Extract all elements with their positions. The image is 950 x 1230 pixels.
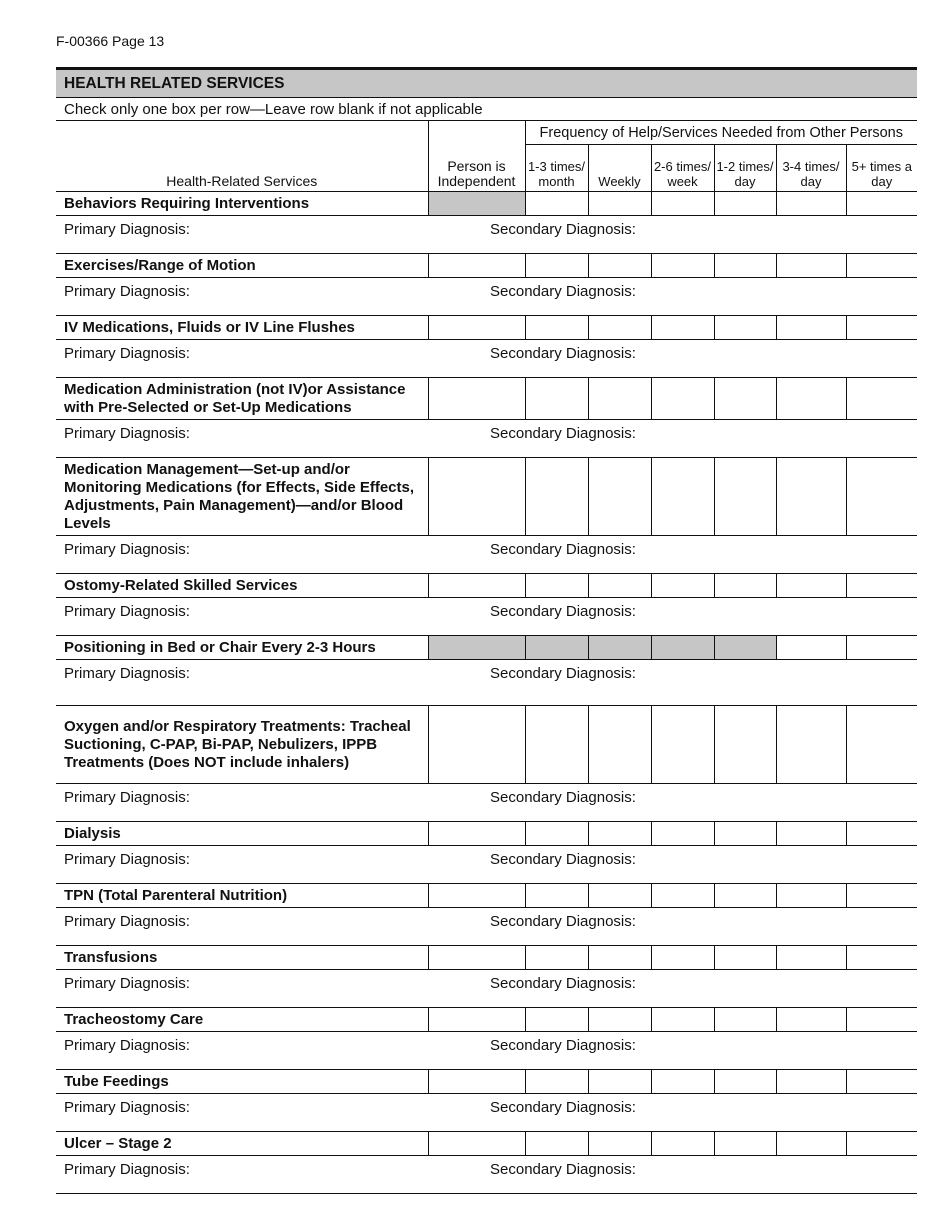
frequency-checkbox[interactable] (651, 574, 714, 598)
section-title: HEALTH RELATED SERVICES (56, 67, 917, 98)
frequency-checkbox[interactable] (588, 822, 651, 846)
frequency-checkbox[interactable] (525, 192, 588, 216)
secondary-diagnosis-field[interactable] (428, 216, 917, 254)
independent-checkbox[interactable] (428, 458, 525, 536)
frequency-checkbox[interactable] (776, 636, 846, 660)
primary-diagnosis-label: Primary Diagnosis: (64, 913, 190, 930)
frequency-checkbox[interactable] (525, 884, 588, 908)
frequency-checkbox[interactable] (588, 706, 651, 784)
frequency-checkbox[interactable] (525, 458, 588, 536)
primary-diagnosis-label: Primary Diagnosis: (64, 221, 190, 238)
primary-diagnosis-label: Primary Diagnosis: (64, 789, 190, 806)
frequency-checkbox[interactable] (714, 1070, 776, 1094)
diagnosis-row (56, 340, 917, 378)
primary-diagnosis-field[interactable] (56, 598, 428, 636)
service-name: Medication Management—Set-up and/or Monitoring Medications (for Effects, Side Effects, Adjustments, Pain Management)—and/or Blood Levels (56, 458, 428, 536)
frequency-checkbox[interactable] (525, 574, 588, 598)
service-row (56, 254, 917, 278)
frequency-checkbox[interactable] (846, 884, 917, 908)
secondary-diagnosis-field[interactable] (428, 908, 917, 946)
diagnosis-row (56, 846, 917, 884)
diagnosis-row (56, 908, 917, 946)
primary-diagnosis-field[interactable] (56, 216, 428, 254)
independent-checkbox[interactable] (428, 822, 525, 846)
service-name: Transfusions (56, 946, 428, 970)
diagnosis-row (56, 420, 917, 458)
diagnosis-row (56, 970, 917, 1008)
frequency-checkbox[interactable] (846, 254, 917, 278)
secondary-diagnosis-field[interactable] (428, 536, 917, 574)
secondary-diagnosis-label: Secondary Diagnosis: (490, 1161, 636, 1178)
diagnosis-row (56, 1156, 917, 1194)
independent-checkbox[interactable] (428, 706, 525, 784)
service-name: Tracheostomy Care (56, 1008, 428, 1032)
frequency-checkbox[interactable] (776, 316, 846, 340)
frequency-checkbox (525, 636, 588, 660)
service-row (56, 946, 917, 970)
primary-diagnosis-label: Primary Diagnosis: (64, 283, 190, 300)
diagnosis-row (56, 598, 917, 636)
freq-column-header: 1-3 times/ month (525, 145, 588, 192)
secondary-diagnosis-label: Secondary Diagnosis: (490, 665, 636, 682)
primary-diagnosis-field[interactable] (56, 660, 428, 706)
frequency-checkbox[interactable] (776, 706, 846, 784)
independent-checkbox[interactable] (428, 884, 525, 908)
primary-diagnosis-label: Primary Diagnosis: (64, 1161, 190, 1178)
frequency-checkbox[interactable] (846, 316, 917, 340)
service-name: IV Medications, Fluids or IV Line Flushes (56, 316, 428, 340)
service-row (56, 316, 917, 340)
frequency-checkbox[interactable] (588, 1132, 651, 1156)
primary-diagnosis-field[interactable] (56, 1156, 428, 1194)
primary-diagnosis-label: Primary Diagnosis: (64, 851, 190, 868)
independent-column-header: Person is Independent (428, 121, 525, 192)
frequency-checkbox[interactable] (714, 822, 776, 846)
service-row (56, 822, 917, 846)
secondary-diagnosis-field[interactable] (428, 278, 917, 316)
primary-diagnosis-field[interactable] (56, 970, 428, 1008)
primary-diagnosis-label: Primary Diagnosis: (64, 345, 190, 362)
frequency-checkbox[interactable] (714, 192, 776, 216)
frequency-checkbox[interactable] (846, 1070, 917, 1094)
frequency-checkbox[interactable] (525, 706, 588, 784)
frequency-checkbox[interactable] (846, 458, 917, 536)
secondary-diagnosis-field[interactable] (428, 784, 917, 822)
secondary-diagnosis-label: Secondary Diagnosis: (490, 221, 636, 238)
service-name: Behaviors Requiring Interventions (56, 192, 428, 216)
frequency-checkbox[interactable] (714, 1132, 776, 1156)
frequency-checkbox[interactable] (651, 458, 714, 536)
frequency-checkbox[interactable] (588, 1008, 651, 1032)
secondary-diagnosis-label: Secondary Diagnosis: (490, 425, 636, 442)
frequency-checkbox[interactable] (776, 1008, 846, 1032)
primary-diagnosis-field[interactable] (56, 784, 428, 822)
frequency-checkbox[interactable] (714, 316, 776, 340)
frequency-checkbox (714, 636, 776, 660)
frequency-checkbox[interactable] (525, 316, 588, 340)
frequency-checkbox[interactable] (588, 378, 651, 420)
diagnosis-row (56, 660, 917, 706)
frequency-checkbox (651, 636, 714, 660)
secondary-diagnosis-field[interactable] (428, 660, 917, 706)
frequency-checkbox[interactable] (714, 1008, 776, 1032)
independent-checkbox[interactable] (428, 946, 525, 970)
frequency-checkbox[interactable] (776, 254, 846, 278)
service-row (56, 1132, 917, 1156)
secondary-diagnosis-label: Secondary Diagnosis: (490, 1037, 636, 1054)
primary-diagnosis-label: Primary Diagnosis: (64, 425, 190, 442)
frequency-checkbox[interactable] (651, 884, 714, 908)
secondary-diagnosis-label: Secondary Diagnosis: (490, 1099, 636, 1116)
frequency-checkbox[interactable] (651, 316, 714, 340)
frequency-checkbox[interactable] (846, 574, 917, 598)
secondary-diagnosis-field[interactable] (428, 598, 917, 636)
primary-diagnosis-field[interactable] (56, 340, 428, 378)
service-column-header: Health-Related Services (56, 121, 428, 192)
service-name: Oxygen and/or Respiratory Treatments: Tracheal Suctioning, C-PAP, Bi-PAP, Nebulizers, IPPB Treatments (Does NOT include inhalers) (56, 706, 428, 784)
frequency-checkbox[interactable] (714, 254, 776, 278)
primary-diagnosis-label: Primary Diagnosis: (64, 665, 190, 682)
frequency-checkbox[interactable] (714, 458, 776, 536)
secondary-diagnosis-label: Secondary Diagnosis: (490, 603, 636, 620)
frequency-checkbox[interactable] (776, 1132, 846, 1156)
diagnosis-row (56, 278, 917, 316)
service-name: Ostomy-Related Skilled Services (56, 574, 428, 598)
service-row (56, 636, 917, 660)
frequency-checkbox[interactable] (525, 1008, 588, 1032)
diagnosis-row (56, 216, 917, 254)
diagnosis-row (56, 536, 917, 574)
frequency-checkbox[interactable] (776, 378, 846, 420)
frequency-checkbox[interactable] (651, 378, 714, 420)
service-row (56, 192, 917, 216)
frequency-checkbox[interactable] (776, 822, 846, 846)
primary-diagnosis-field[interactable] (56, 278, 428, 316)
secondary-diagnosis-field[interactable] (428, 970, 917, 1008)
service-name: Medication Administration (not IV)or Assistance with Pre-Selected or Set-Up Medications (56, 378, 428, 420)
frequency-checkbox[interactable] (588, 884, 651, 908)
service-name: Positioning in Bed or Chair Every 2-3 Hours (56, 636, 428, 660)
service-name: TPN (Total Parenteral Nutrition) (56, 884, 428, 908)
frequency-checkbox[interactable] (651, 192, 714, 216)
diagnosis-row (56, 784, 917, 822)
frequency-checkbox[interactable] (588, 574, 651, 598)
frequency-checkbox[interactable] (776, 192, 846, 216)
secondary-diagnosis-label: Secondary Diagnosis: (490, 345, 636, 362)
frequency-checkbox[interactable] (651, 1070, 714, 1094)
frequency-checkbox[interactable] (714, 378, 776, 420)
service-name: Exercises/Range of Motion (56, 254, 428, 278)
frequency-checkbox[interactable] (525, 378, 588, 420)
independent-checkbox[interactable] (428, 1070, 525, 1094)
frequency-checkbox[interactable] (651, 1132, 714, 1156)
frequency-checkbox[interactable] (776, 884, 846, 908)
primary-diagnosis-field[interactable] (56, 908, 428, 946)
section-instructions: Check only one box per row—Leave row blank if not applicable (64, 101, 483, 118)
secondary-diagnosis-label: Secondary Diagnosis: (490, 975, 636, 992)
frequency-checkbox[interactable] (588, 946, 651, 970)
frequency-checkbox[interactable] (651, 1008, 714, 1032)
frequency-checkbox[interactable] (776, 458, 846, 536)
frequency-checkbox[interactable] (846, 192, 917, 216)
secondary-diagnosis-label: Secondary Diagnosis: (490, 283, 636, 300)
service-row (56, 458, 917, 536)
frequency-checkbox[interactable] (846, 706, 917, 784)
independent-checkbox[interactable] (428, 316, 525, 340)
service-row (56, 1008, 917, 1032)
primary-diagnosis-field[interactable] (56, 846, 428, 884)
primary-diagnosis-label: Primary Diagnosis: (64, 1037, 190, 1054)
secondary-diagnosis-label: Secondary Diagnosis: (490, 789, 636, 806)
independent-checkbox (428, 636, 525, 660)
independent-checkbox[interactable] (428, 378, 525, 420)
freq-column-header: 3-4 times/ day (776, 145, 846, 192)
frequency-checkbox[interactable] (714, 706, 776, 784)
frequency-checkbox[interactable] (651, 706, 714, 784)
diagnosis-row (56, 1032, 917, 1070)
primary-diagnosis-label: Primary Diagnosis: (64, 541, 190, 558)
freq-column-header: 2-6 times/ week (651, 145, 714, 192)
secondary-diagnosis-field[interactable] (428, 340, 917, 378)
independent-checkbox[interactable] (428, 1008, 525, 1032)
frequency-header: Frequency of Help/Services Needed from Other Persons (525, 121, 917, 145)
independent-checkbox[interactable] (428, 1132, 525, 1156)
freq-column-header: Weekly (588, 145, 651, 192)
frequency-checkbox[interactable] (525, 1132, 588, 1156)
service-row (56, 1070, 917, 1094)
secondary-diagnosis-label: Secondary Diagnosis: (490, 541, 636, 558)
frequency-checkbox[interactable] (776, 574, 846, 598)
frequency-checkbox (588, 636, 651, 660)
service-row (56, 574, 917, 598)
independent-checkbox[interactable] (428, 254, 525, 278)
frequency-checkbox[interactable] (846, 822, 917, 846)
service-row (56, 706, 917, 784)
frequency-checkbox[interactable] (525, 1070, 588, 1094)
frequency-checkbox[interactable] (588, 192, 651, 216)
frequency-checkbox[interactable] (588, 458, 651, 536)
frequency-checkbox[interactable] (714, 884, 776, 908)
frequency-checkbox[interactable] (588, 1070, 651, 1094)
independent-checkbox[interactable] (428, 574, 525, 598)
primary-diagnosis-field[interactable] (56, 1094, 428, 1132)
primary-diagnosis-field[interactable] (56, 1032, 428, 1070)
services-table (56, 120, 917, 1194)
frequency-checkbox[interactable] (651, 254, 714, 278)
frequency-checkbox[interactable] (588, 316, 651, 340)
frequency-checkbox[interactable] (714, 946, 776, 970)
frequency-checkbox[interactable] (651, 946, 714, 970)
primary-diagnosis-label: Primary Diagnosis: (64, 603, 190, 620)
secondary-diagnosis-field[interactable] (428, 846, 917, 884)
frequency-checkbox[interactable] (846, 1008, 917, 1032)
frequency-checkbox[interactable] (846, 636, 917, 660)
secondary-diagnosis-field[interactable] (428, 1032, 917, 1070)
frequency-checkbox[interactable] (651, 822, 714, 846)
frequency-checkbox[interactable] (846, 946, 917, 970)
service-name: Ulcer – Stage 2 (56, 1132, 428, 1156)
primary-diagnosis-label: Primary Diagnosis: (64, 975, 190, 992)
frequency-checkbox[interactable] (525, 822, 588, 846)
frequency-checkbox[interactable] (588, 254, 651, 278)
secondary-diagnosis-label: Secondary Diagnosis: (490, 913, 636, 930)
service-row (56, 378, 917, 420)
secondary-diagnosis-field[interactable] (428, 1156, 917, 1194)
diagnosis-row (56, 1094, 917, 1132)
form-id: F-00366 Page 13 (56, 33, 165, 49)
frequency-checkbox[interactable] (525, 254, 588, 278)
service-name: Tube Feedings (56, 1070, 428, 1094)
service-row (56, 884, 917, 908)
frequency-checkbox[interactable] (846, 1132, 917, 1156)
primary-diagnosis-field[interactable] (56, 536, 428, 574)
frequency-checkbox[interactable] (846, 378, 917, 420)
frequency-checkbox[interactable] (776, 1070, 846, 1094)
secondary-diagnosis-field[interactable] (428, 1094, 917, 1132)
frequency-checkbox[interactable] (714, 574, 776, 598)
primary-diagnosis-field[interactable] (56, 420, 428, 458)
freq-column-header: 1-2 times/ day (714, 145, 776, 192)
service-name: Dialysis (56, 822, 428, 846)
health-services-form (56, 67, 917, 1194)
freq-column-header: 5+ times a day (846, 145, 917, 192)
secondary-diagnosis-field[interactable] (428, 420, 917, 458)
independent-checkbox (428, 192, 525, 216)
frequency-checkbox[interactable] (776, 946, 846, 970)
frequency-checkbox[interactable] (525, 946, 588, 970)
secondary-diagnosis-label: Secondary Diagnosis: (490, 851, 636, 868)
primary-diagnosis-label: Primary Diagnosis: (64, 1099, 190, 1116)
